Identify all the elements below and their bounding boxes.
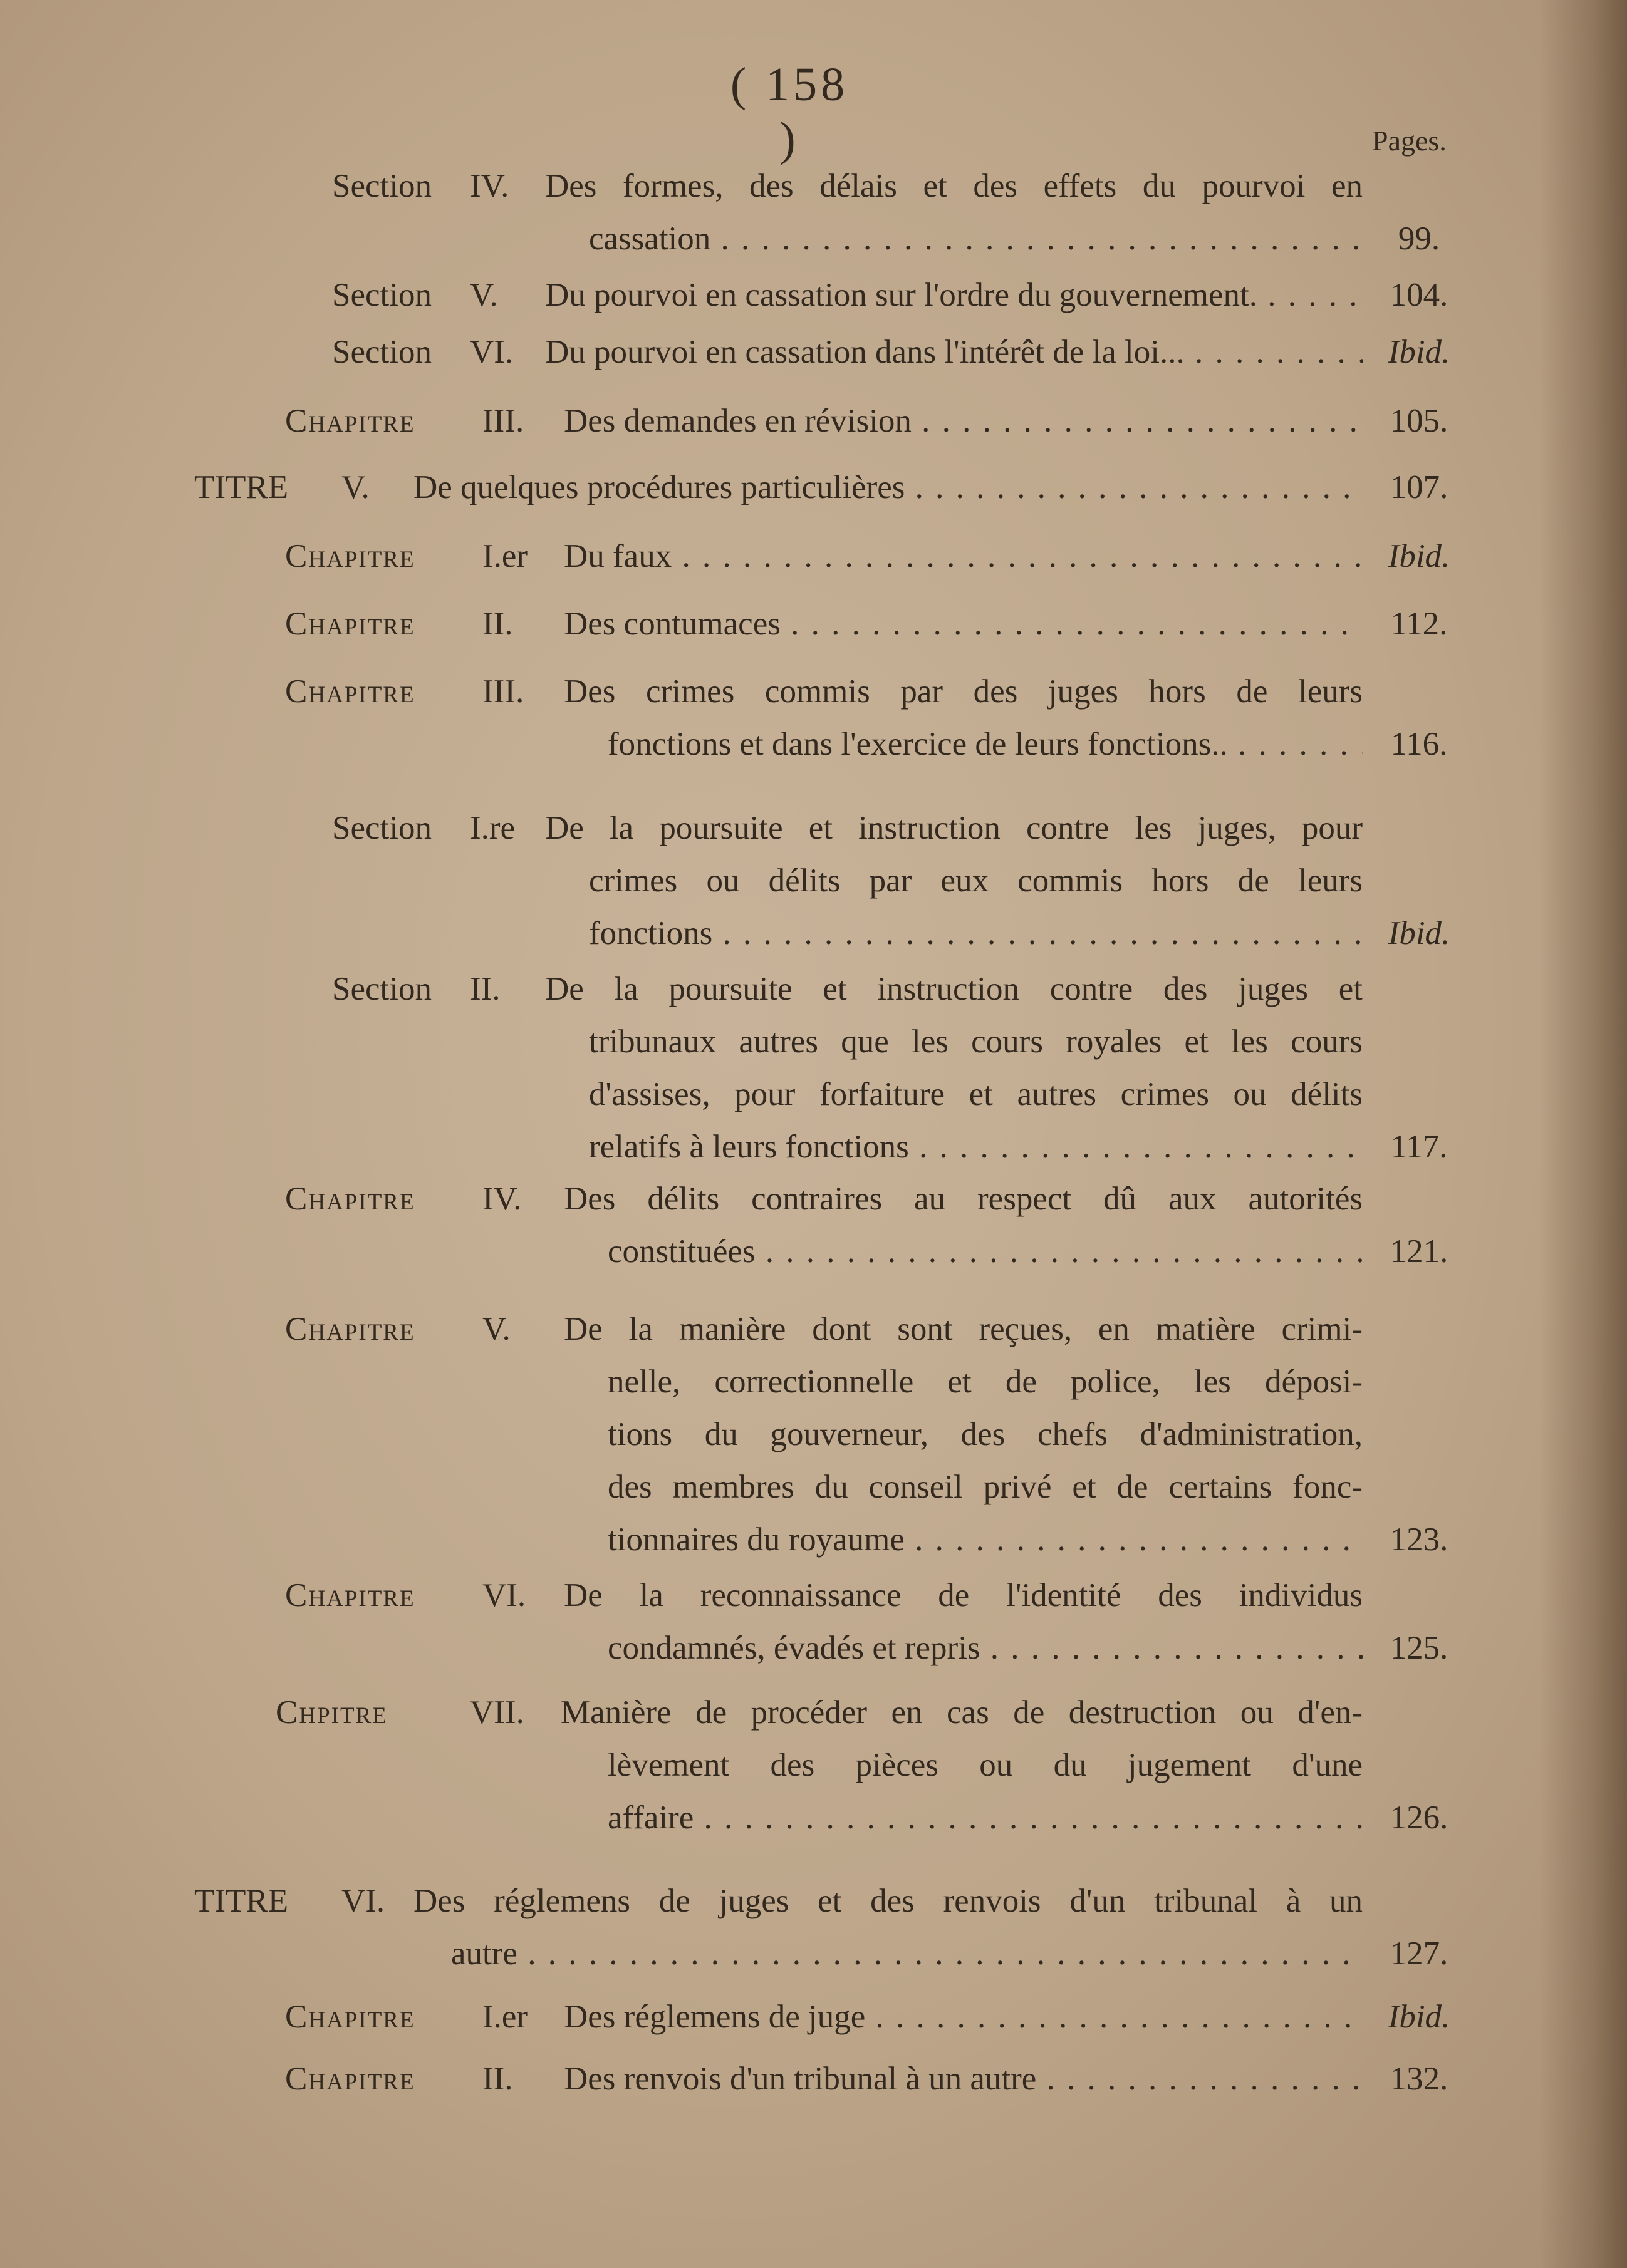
toc-entry-line (0, 1303, 1627, 1355)
entry-title-line: De la manière dont sont reçues, en matière crimi- (564, 1311, 1363, 1347)
entry-page-ref: 117. (1390, 1129, 1448, 1165)
entry-number: VI. (482, 1577, 526, 1613)
toc-entry-line (0, 326, 1627, 378)
pages-column-label: Pages. (1372, 125, 1447, 157)
entry-page-ref: Ibid. (1388, 538, 1450, 574)
entry-kind: TITRE (194, 469, 289, 505)
entry-kind: Section (332, 810, 432, 846)
toc-entry-line (0, 1513, 1627, 1566)
entry-title-line: des membres du conseil privé et de certains fonc- (608, 1469, 1363, 1505)
toc-entry-line (0, 802, 1627, 854)
entry-number: III. (482, 673, 524, 710)
entry-title-line: Des formes, des délais et des effets du pourvoi en (545, 168, 1363, 204)
entry-title-line: Des renvois d'un tribunal à un autre . . . (564, 2053, 1363, 2105)
entry-title-line: cassation . . . (589, 212, 1363, 265)
entry-page-ref: 104. (1390, 277, 1448, 313)
toc-entry-line (0, 907, 1627, 960)
entry-kind: Chapitre (285, 673, 415, 710)
toc-entry-line (0, 530, 1627, 583)
entry-title-line: Manière de procéder en cas de destruction ou d'en- (561, 1694, 1363, 1731)
entry-kind: Chapitre (285, 2061, 415, 2097)
entry-title-line: relatifs à leurs fonctions . . . (589, 1121, 1363, 1173)
entry-kind: Chapitre (285, 1577, 415, 1613)
toc-entry-line (0, 1927, 1627, 1980)
entry-title-line: Des réglemens de juge . . . (564, 1991, 1363, 2043)
entry-kind: Chapitre (285, 403, 415, 439)
toc-entry-line (0, 212, 1627, 265)
entry-number: II. (470, 971, 501, 1007)
entry-page-ref: Ibid. (1388, 1999, 1450, 2035)
entry-page-ref: 107. (1390, 469, 1448, 505)
entry-kind: Chapitre (285, 606, 415, 642)
entry-kind: Chapitre (285, 1311, 415, 1347)
entry-title-line: constituées . . . (608, 1225, 1363, 1278)
toc-entry-line (0, 718, 1627, 770)
toc-entry-line (0, 1569, 1627, 1622)
entry-page-ref: Ibid. (1388, 915, 1450, 951)
entry-number: V. (470, 277, 498, 313)
page-number: ( 158 ) (730, 58, 849, 165)
entry-title-line: Des réglemens de juges et des renvois d'un tribunal à un (413, 1883, 1363, 1919)
toc-entry-line (0, 1015, 1627, 1068)
entry-title-line: nelle, correctionnelle et de police, les déposi- (608, 1364, 1363, 1400)
entry-kind: Chapitre (285, 1999, 415, 2035)
toc-entry-line (0, 1686, 1627, 1739)
entry-number: I.re (470, 810, 516, 846)
toc-entry-line (0, 395, 1627, 447)
entry-title-line: autre . . . (451, 1927, 1363, 1980)
toc-entry-line (0, 1225, 1627, 1278)
entry-title-line: crimes ou délits par eux commis hors de leurs (589, 862, 1363, 899)
toc-entry-line (0, 854, 1627, 907)
entry-kind: TITRE (194, 1883, 289, 1919)
entry-number: II. (482, 2061, 513, 2097)
entry-number: IV. (470, 168, 509, 204)
entry-page-ref: 121. (1390, 1233, 1448, 1270)
entry-number: VII. (470, 1694, 524, 1731)
entry-title-line: tribunaux autres que les cours royales et les cours (589, 1023, 1363, 1060)
entry-title-line: De la poursuite et instruction contre les juges, pour (545, 810, 1363, 846)
toc-entry-line (0, 963, 1627, 1015)
entry-title-line: De quelques procédures particulières . . . (413, 461, 1363, 514)
entry-kind: Section (332, 334, 432, 370)
entry-title-line: condamnés, évadés et repris . . . (608, 1622, 1363, 1674)
entry-title-line: Des délits contraires au respect dû aux autorités (564, 1181, 1363, 1217)
entry-title-line: lèvement des pièces ou du jugement d'une (608, 1747, 1363, 1783)
toc-entry-line (0, 269, 1627, 321)
entry-page-ref: 127. (1390, 1935, 1448, 1972)
entry-kind: Section (332, 971, 432, 1007)
entry-kind: Chapitre (285, 538, 415, 574)
entry-title-line: De la reconnaissance de l'identité des individus (564, 1577, 1363, 1613)
entry-title-line: Des contumaces . . . (564, 598, 1363, 650)
entry-kind: Chpitre (276, 1694, 388, 1731)
entry-page-ref: 123. (1390, 1521, 1448, 1558)
toc-entry-line (0, 1791, 1627, 1844)
entry-number: VI. (470, 334, 514, 370)
entry-number: V. (482, 1311, 511, 1347)
entry-kind: Section (332, 277, 432, 313)
toc-entry-line (0, 160, 1627, 212)
entry-number: II. (482, 606, 513, 642)
toc-entry-line (0, 1461, 1627, 1513)
entry-number: IV. (482, 1181, 522, 1217)
toc-entry-line (0, 1739, 1627, 1791)
entry-page-ref: 126. (1390, 1799, 1448, 1836)
entry-title-line: affaire . . . (608, 1791, 1363, 1844)
entry-page-ref: 112. (1390, 606, 1448, 642)
entry-title-line: De la poursuite et instruction contre des juges et (545, 971, 1363, 1007)
toc-entry-line (0, 461, 1627, 514)
entry-title-line: Des crimes commis par des juges hors de leurs (564, 673, 1363, 710)
entry-kind: Chapitre (285, 1181, 415, 1217)
toc-entry-line (0, 1622, 1627, 1674)
entry-number: V. (341, 469, 370, 505)
entry-kind: Section (332, 168, 432, 204)
toc-entry-line (0, 1355, 1627, 1408)
entry-title-line: Du faux . . . (564, 530, 1363, 583)
entry-title-line: Du pourvoi en cassation dans l'intérêt de la loi... . . . (545, 326, 1363, 378)
toc-entry-line (0, 1068, 1627, 1121)
toc-entry-line (0, 1408, 1627, 1461)
toc-entry-line (0, 1173, 1627, 1225)
toc-entry-line (0, 1875, 1627, 1927)
entry-number: I.er (482, 538, 528, 574)
toc-entry-line (0, 665, 1627, 718)
entry-title-line: d'assises, pour forfaiture et autres crimes ou délits (589, 1076, 1363, 1112)
entry-page-ref: 99. (1398, 220, 1440, 257)
entry-page-ref: 132. (1390, 2061, 1448, 2097)
toc-entry-line (0, 1991, 1627, 2043)
entry-page-ref: Ibid. (1388, 334, 1450, 370)
entry-title-line: Des demandes en révision . . . (564, 395, 1363, 447)
entry-title-line: tions du gouverneur, des chefs d'administration, (608, 1416, 1363, 1452)
toc-entry-line (0, 1121, 1627, 1173)
entry-number: I.er (482, 1999, 528, 2035)
toc-entry-line (0, 2053, 1627, 2105)
entry-title-line: fonctions . . . (589, 907, 1363, 960)
entry-page-ref: 125. (1390, 1630, 1448, 1666)
entry-page-ref: 105. (1390, 403, 1448, 439)
entry-title-line: Du pourvoi en cassation sur l'ordre du gouvernement. . . . (545, 269, 1363, 321)
entry-number: III. (482, 403, 524, 439)
entry-title-line: tionnaires du royaume . . . (608, 1513, 1363, 1566)
entry-number: VI. (341, 1883, 385, 1919)
entry-title-line: fonctions et dans l'exercice de leurs fonctions.. . . . (608, 718, 1363, 770)
entry-page-ref: 116. (1390, 726, 1448, 762)
toc-entry-line (0, 598, 1627, 650)
